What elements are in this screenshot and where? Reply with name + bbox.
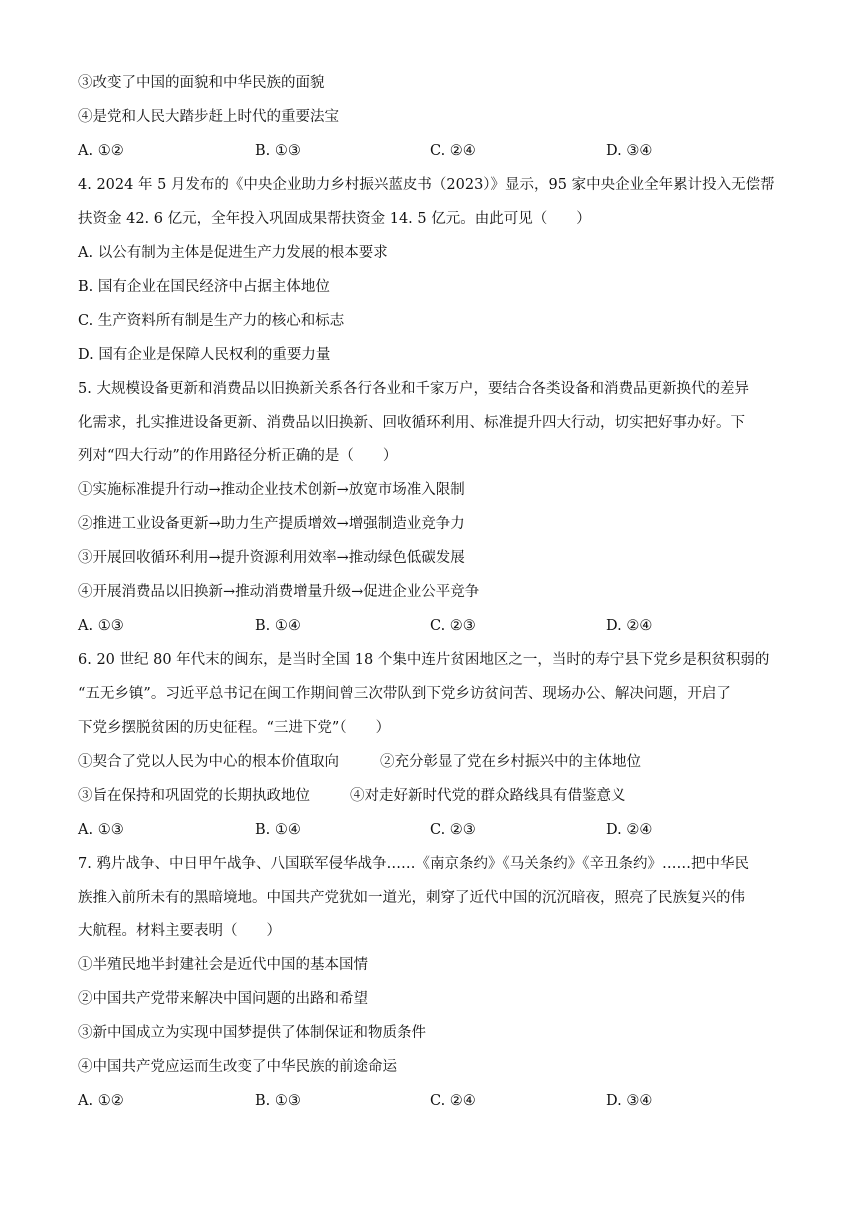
q3-option-d[interactable]: D. ③④ [606,143,653,159]
q5-item-3: ③开展回收循环利用→提升资源利用效率→推动绿色低碳发展 [78,550,465,566]
q6-item-1: ①契合了党以人民为中心的根本价值取向 [78,754,339,770]
q4-stem-line-2: 扶资金 42. 6 亿元，全年投入巩固成果帮扶资金 14. 5 亿元。由此可见（ ） [78,211,591,227]
q3-item-4: ④是党和人民大踏步赶上时代的重要法宝 [78,109,339,125]
q7-option-a[interactable]: A. ①② [78,1093,124,1109]
q6-item-row-1 [78,752,641,772]
q7-option-d[interactable]: D. ③④ [606,1093,653,1109]
q6-options [78,820,788,840]
q6-stem-line-2: “五无乡镇”。习近平总书记在闽工作期间曾三次带队到下党乡访贫问苦、现场办公、解决问题，开启了 [78,686,731,702]
q5-option-a[interactable]: A. ①③ [78,618,124,634]
q5-stem-line-2: 化需求，扎实推进设备更新、消费品以旧换新、回收循环利用、标准提升四大行动，切实把好事办好。下 [78,415,745,431]
q5-stem-line-1: 5. 大规模设备更新和消费品以旧换新关系各行各业和千家万户，要结合各类设备和消费品更新换代的差异 [78,381,749,397]
q7-option-b[interactable]: B. ①③ [255,1093,301,1109]
q7-item-1: ①半殖民地半封建社会是近代中国的基本国情 [78,957,368,973]
q5-item-4: ④开展消费品以旧换新→推动消费增量升级→促进企业公平竞争 [78,584,480,600]
q7-stem-line-1: 7. 鸦片战争、中日甲午战争、八国联军侵华战争……《南京条约》《马关条约》《辛丑条约》……把中华民 [78,856,749,872]
q7-stem-line-2: 族推入前所未有的黑暗境地。中国共产党犹如一道光，刺穿了近代中国的沉沉暗夜，照亮了民族复兴的伟 [78,890,745,906]
q4-choice-a[interactable]: A. 以公有制为主体是促进生产力发展的根本要求 [78,245,388,261]
q6-option-b[interactable]: B. ①④ [255,822,301,838]
q6-option-c[interactable]: C. ②③ [430,822,476,838]
q3-option-c[interactable]: C. ②④ [430,143,476,159]
q7-options [78,1091,788,1111]
q4-stem-line-1: 4. 2024 年 5 月发布的《中央企业助力乡村振兴蓝皮书（2023）》显示，95 家中央企业全年累计投入无偿帮 [78,177,775,193]
q5-stem-line-3: 列对“四大行动”的作用路径分析正确的是（ ） [78,448,398,464]
q5-item-2: ②推进工业设备更新→助力生产提质增效→增强制造业竞争力 [78,516,465,532]
q5-option-c[interactable]: C. ②③ [430,618,476,634]
q7-item-2: ②中国共产党带来解决中国问题的出路和希望 [78,991,368,1007]
q6-item-row-2 [78,786,626,806]
q6-item-2: ②充分彰显了党在乡村振兴中的主体地位 [380,754,641,770]
q4-choice-b[interactable]: B. 国有企业在国民经济中占据主体地位 [78,279,330,295]
q6-stem-line-3: 下党乡摆脱贫困的历史征程。“三进下党”（ ） [78,720,391,736]
q3-item-3: ③改变了中国的面貌和中华民族的面貌 [78,75,325,91]
q4-choice-d[interactable]: D. 国有企业是保障人民权利的重要力量 [78,347,331,363]
q5-options [78,616,788,636]
q7-stem-line-3: 大航程。材料主要表明（ ） [78,923,281,939]
q6-option-a[interactable]: A. ①③ [78,822,124,838]
q4-choice-c[interactable]: C. 生产资料所有制是生产力的核心和标志 [78,313,345,329]
q6-option-d[interactable]: D. ②④ [606,822,653,838]
q6-item-4: ④对走好新时代党的群众路线具有借鉴意义 [350,788,626,804]
q5-item-1: ①实施标准提升行动→推动企业技术创新→放宽市场准入限制 [78,482,465,498]
q5-option-b[interactable]: B. ①④ [255,618,301,634]
q6-item-3: ③旨在保持和巩固党的长期执政地位 [78,788,310,804]
q5-option-d[interactable]: D. ②④ [606,618,653,634]
q7-item-4: ④中国共产党应运而生改变了中华民族的前途命运 [78,1059,397,1075]
q7-item-3: ③新中国成立为实现中国梦提供了体制保证和物质条件 [78,1025,426,1041]
q3-option-b[interactable]: B. ①③ [255,143,301,159]
q6-stem-line-1: 6. 20 世纪 80 年代末的闽东，是当时全国 18 个集中连片贫困地区之一，当时的寿宁县下党乡是积贫积弱的 [78,652,770,668]
q3-options [78,141,788,161]
q3-option-a[interactable]: A. ①② [78,143,124,159]
q7-option-c[interactable]: C. ②④ [430,1093,476,1109]
